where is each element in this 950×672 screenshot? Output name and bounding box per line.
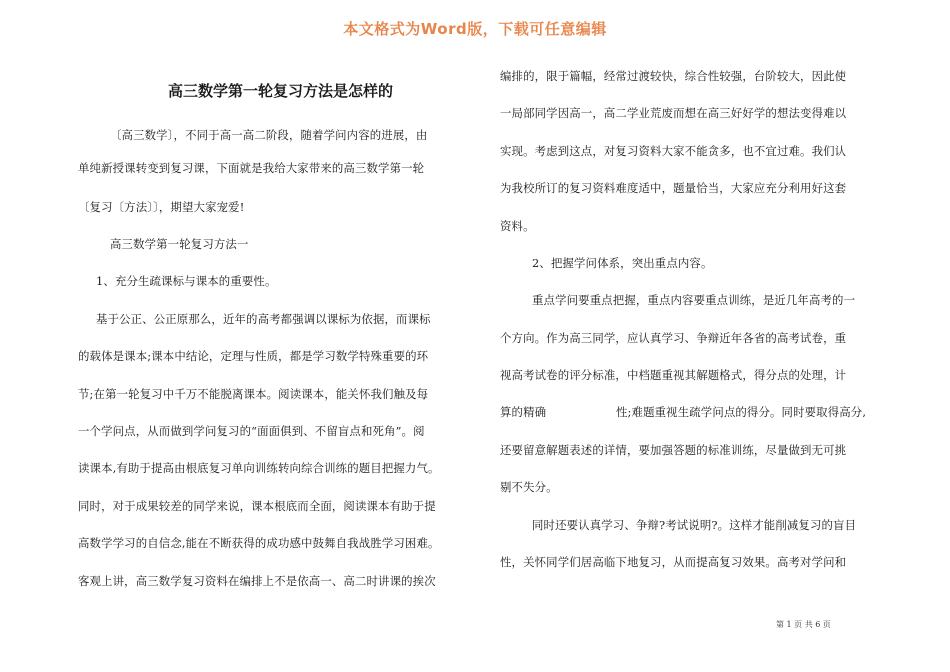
paragraph-line: 节;在第一轮复习中千万不能脱离课本。阅读课本，能关怀我们触及每 — [78, 387, 429, 401]
paragraph-line: 一局部同学因高一，高二学业荒废而想在高三好好学的想法变得难以 — [500, 106, 847, 120]
paragraph-line: 个方向。作为高三同学，应认真学习、争辩近年各省的高考试卷，重 — [500, 331, 847, 345]
paragraph-line: 编排的，限于篇幅，经常过渡较快，综合性较强，台阶较大，因此使 — [500, 69, 847, 83]
paragraph-line: 的载体是课本;课本中结论，定理与性质，都是学习数学特殊重要的环 — [78, 349, 429, 363]
paragraph-line: 同时，对于成果较差的同学来说，课本根底而全面，阅读课本有助于提 — [78, 499, 436, 513]
paragraph-line: 实现。考虑到这点，对复习资料大家不能贪多，也不宜过难。我们认 — [500, 144, 847, 158]
paragraph-line: 剔不失分。 — [500, 480, 558, 494]
paragraph-line: 单纯新授课转变到复习课，下面就是我给大家带来的高三数学第一轮 — [78, 161, 425, 175]
section-heading: 高三数学第一轮复习方法一 — [110, 237, 249, 251]
subheading: 1、充分生疏课标与课本的重要性。 — [96, 274, 277, 288]
subheading: 2、把握学问体系，突出重点内容。 — [532, 256, 713, 270]
paragraph-line: 同时还要认真学习、争辩?考试说明?。这样才能削减复习的盲目 — [532, 518, 857, 532]
paragraph-line: 视高考试卷的评分标准，中档题重视其解题格式，得分点的处理，计 — [500, 368, 847, 382]
paragraph-line: 一个学问点，从而做到学问复习的“面面俱到、不留盲点和死角”。阅 — [78, 424, 425, 438]
paragraph-line: 客观上讲，高三数学复习资料在编排上不是依高一、高二时讲课的挨次 — [78, 574, 436, 588]
paragraph-line: 基于公正、公正原那么，近年的高考都强调以课标为依据，而课标 — [96, 312, 431, 326]
document-title: 高三数学第一轮复习方法是怎样的 — [167, 82, 393, 100]
paragraph-line: 资料。 — [500, 219, 535, 233]
paragraph-line: 高数学学习的自信念,能在不断获得的成功感中鼓舞自我战胜学习困难。 — [78, 536, 440, 550]
paragraph-line: 〔复习〔方法〕〕，期望大家宠爱! — [78, 200, 245, 214]
paragraph-line: 还要留意解题表述的详情，要加强答题的标准训练，尽量做到无可挑 — [500, 443, 847, 457]
paragraph-line: 性;难题重视生疏学问点的得分。同时要取得高分, — [616, 405, 867, 419]
page-number: 第 1 页 共 6 页 — [776, 620, 831, 629]
paragraph-line: 性，关怀同学们居高临下地复习，从而提高复习效果。高考对学问和 — [500, 555, 847, 569]
paragraph-line: 算的精确 — [500, 405, 547, 419]
paragraph-line: 为我校所订的复习资料难度适中，题量恰当，大家应充分利用好这套 — [500, 181, 847, 195]
paragraph-line: 读课本,有助于提高由根底复习单向训练转向综合训练的题目把握力气。 — [78, 461, 440, 475]
paragraph-line: 〔高三数学〕，不同于高一高二阶段，随着学问内容的进展，由 — [110, 128, 428, 142]
paragraph-line: 重点学问要重点把握，重点内容要重点训练，是近几年高考的一 — [532, 293, 856, 307]
document-banner: 本文格式为Word版，下载可任意编辑 — [343, 20, 607, 38]
